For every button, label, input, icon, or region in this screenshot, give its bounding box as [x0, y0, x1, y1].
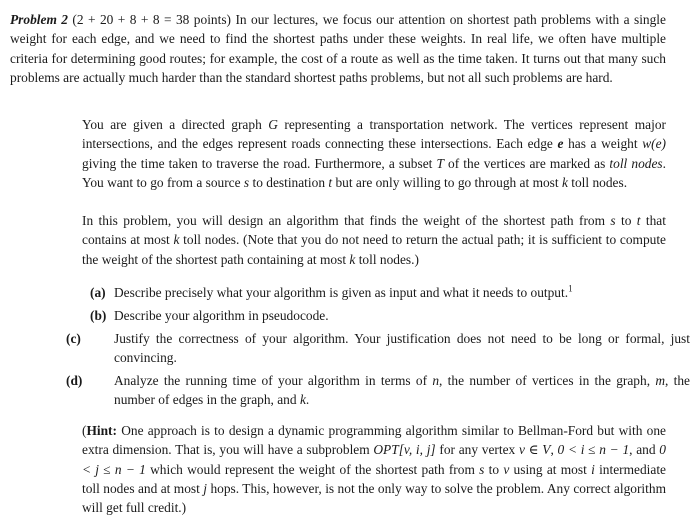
- math-t: t: [636, 213, 641, 228]
- math-s: s: [610, 213, 616, 228]
- math-m: m: [655, 373, 665, 388]
- text: ,: [550, 442, 558, 458]
- text: You are given a directed graph: [82, 117, 269, 132]
- part-a: [90, 283, 666, 302]
- math-i: i: [591, 461, 595, 477]
- problem-title: Problem 2: [10, 12, 68, 27]
- text: . You want to go from a source: [82, 155, 666, 190]
- math-k: k: [299, 392, 306, 408]
- part-c-label: (c): [66, 331, 81, 346]
- part-d-text: [114, 373, 690, 407]
- text: In this problem, you will design an algorithm that finds the weight of the shortest path from: [82, 213, 611, 228]
- hint-paragraph: [82, 421, 666, 517]
- math-we: w(e): [642, 136, 666, 152]
- text: representing a transportation network. The vertices represent major intersections, and the edges represent roads connecting these intersections. Each edge: [82, 117, 666, 152]
- problem-intro: [10, 10, 666, 87]
- part-a-label: (a): [90, 285, 106, 300]
- term-toll-nodes: toll nodes: [609, 155, 663, 171]
- problem-points: (2 + 20 + 8 + 8 = 38 points): [72, 12, 231, 27]
- text: One approach is to design a dynamic programming algorithm similar to Bellman-Ford but with one extra dimension. That is, you will have a subproblem: [82, 423, 666, 458]
- text: , the number of vertices in the graph,: [439, 373, 656, 388]
- math-k: k: [173, 232, 180, 248]
- part-a-text: Describe precisely what your algorithm is given as input and what it needs to output.: [114, 285, 569, 300]
- math-j: j: [203, 480, 208, 496]
- text: toll nodes.: [567, 174, 628, 190]
- part-b-text: Describe your algorithm in pseudocode.: [114, 308, 329, 323]
- text: hops. This, however, is not the only way to solve the problem. Any correct algorithm will get full credit.): [82, 480, 666, 516]
- math-v: v: [503, 461, 510, 477]
- text: to: [615, 213, 637, 228]
- part-c: [66, 329, 690, 368]
- footnote-marker: 1: [568, 283, 573, 294]
- part-b: [90, 306, 666, 325]
- text: .: [305, 392, 310, 408]
- text: of the vertices are marked as: [443, 155, 610, 171]
- text: toll nodes.): [355, 251, 419, 267]
- text: , and: [629, 442, 660, 458]
- text: to: [484, 461, 504, 477]
- math-j-range: 0 < j ≤ n − 1: [82, 442, 666, 477]
- text: for any vertex: [435, 442, 519, 458]
- part-c-text: Justify the correctness of your algorithm. Your justification does not need to be long or formal, just convincing.: [114, 331, 690, 366]
- task-paragraph: [82, 211, 666, 269]
- part-b-label: (b): [90, 308, 107, 323]
- math-v-in-V: v ∈ V: [518, 442, 551, 458]
- text: to destination: [249, 174, 329, 190]
- math-t: t: [328, 174, 333, 190]
- text: , the number of edges in the graph, and: [114, 373, 690, 408]
- text: toll nodes. (Note that you do not need to return the actual path; it is sufficient to compute the weight of the shortest path containing at most: [82, 232, 666, 267]
- part-d: [66, 371, 690, 410]
- math-s: s: [479, 461, 485, 477]
- math-T: T: [436, 155, 444, 171]
- text: intermediate toll nodes and at most: [82, 461, 666, 496]
- math-i-range: 0 < i ≤ n − 1: [557, 442, 630, 458]
- problem-intro-text: In our lectures, we focus our attention on shortest path problems with a single weight for each edge, and we need to find the shortest paths under these weights. In real life, we often have multiple criteria for determining good routes; for example, the cost of a route as well as the time taken. It turns out that many such problems are actually much harder than the standard shortest paths problems, but not all such problems are hard.: [10, 12, 666, 85]
- math-e: e: [557, 136, 564, 152]
- part-d-label: (d): [66, 373, 83, 388]
- text: giving the time taken to traverse the road. Furthermore, a subset: [82, 155, 437, 171]
- graph-description-paragraph: [82, 115, 666, 192]
- text: Analyze the running time of your algorithm in terms of: [114, 373, 433, 388]
- math-G: G: [268, 117, 278, 132]
- text: which would represent the weight of the shortest path from: [145, 461, 480, 477]
- text: but are only willing to go through at most: [332, 174, 562, 190]
- text: has a weight: [563, 136, 643, 152]
- hint-label: Hint:: [86, 423, 117, 438]
- text: (: [82, 423, 87, 438]
- math-k: k: [561, 174, 568, 190]
- math-s: s: [243, 174, 250, 190]
- text: using at most: [509, 461, 592, 477]
- math-opt: OPT[v, i, j]: [373, 442, 436, 458]
- math-k: k: [349, 251, 356, 267]
- math-n: n: [432, 373, 440, 388]
- text: that contains at most: [82, 213, 666, 248]
